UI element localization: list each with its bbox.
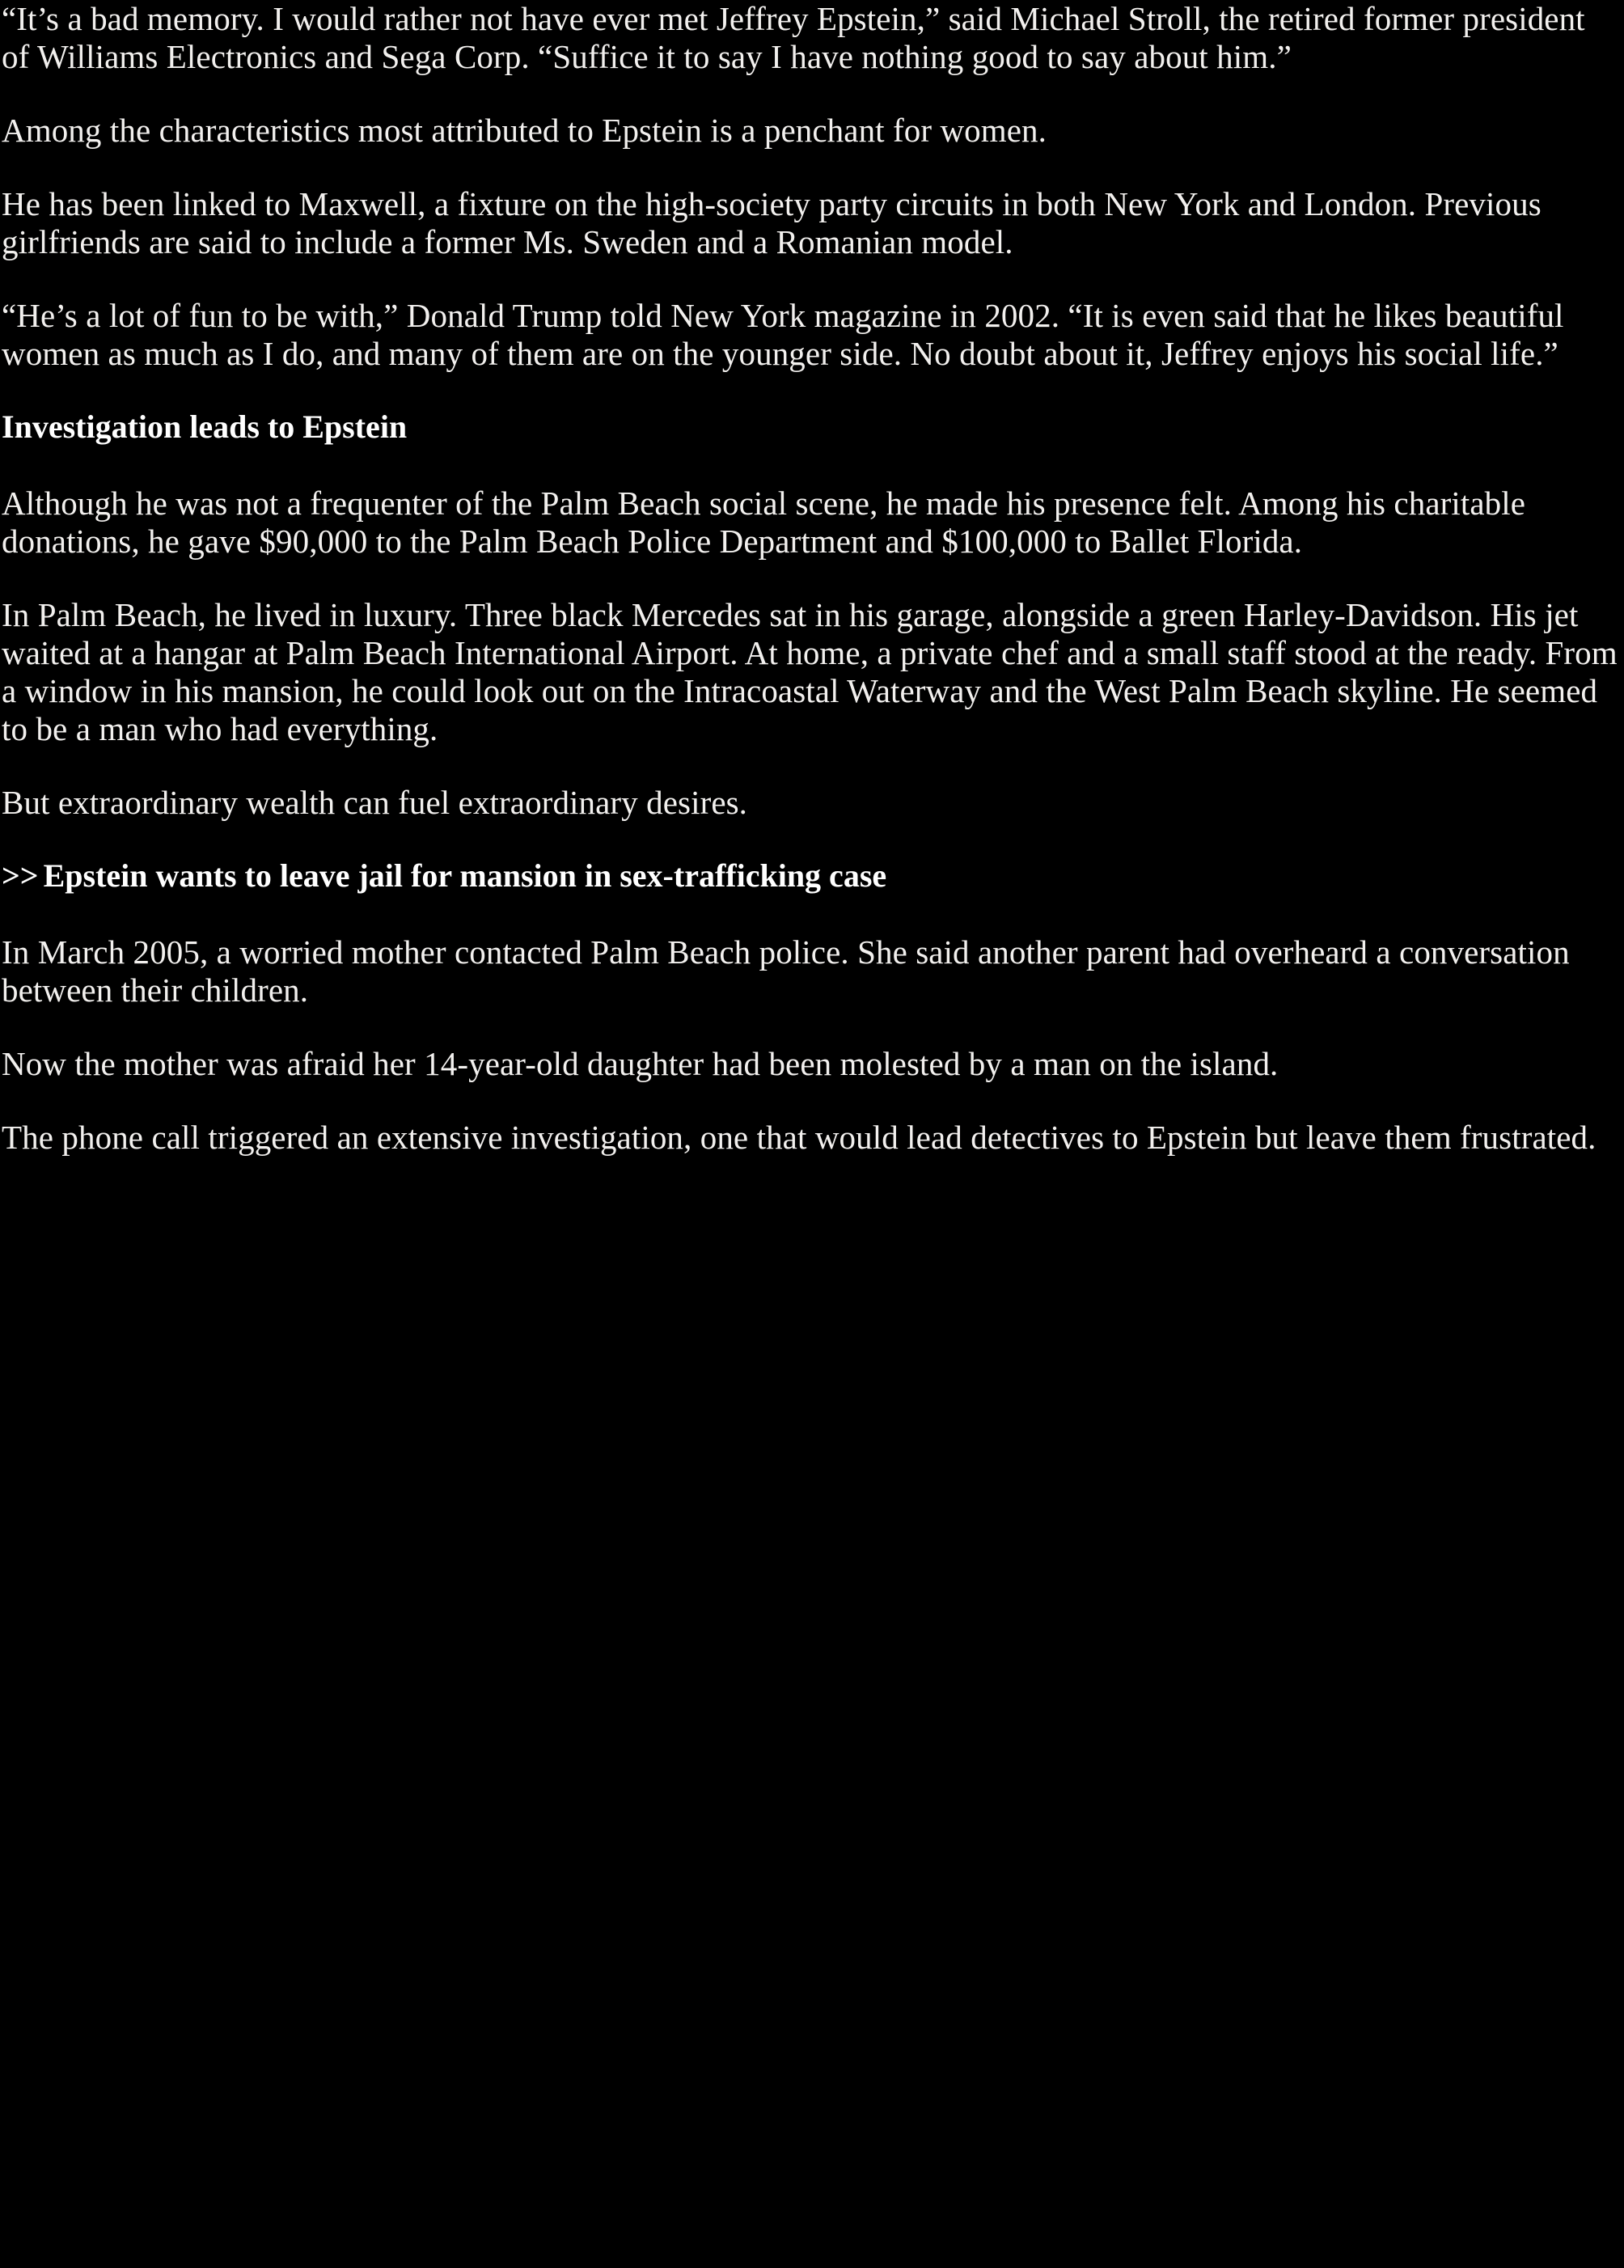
- double-chevron-icon: >>: [2, 857, 39, 894]
- paragraph-wealth-desires: But extraordinary wealth can fuel extraordinary desires.: [2, 783, 748, 821]
- paragraph-mother-afraid: Now the mother was afraid her 14-year-old daughter had been molested by a man on the island.: [2, 1044, 1279, 1082]
- paragraph-stroll-quote: “It’s a bad memory. I would rather not have ever met Jeffrey Epstein,” said Michael Stroll, the retired former president of Williams Electronics and Sega Corp. “Suffice it to say I have nothing good to say about him.”: [2, 0, 1585, 75]
- paragraph-luxury: In Palm Beach, he lived in luxury. Three black Mercedes sat in his garage, alongside a green Harley-Davidson. His jet waited at a hangar at Palm Beach International Airport. At home, a private chef and a small staff stood at the ready. From a window in his mansion, he could look out on the Intracoastal Waterway and the West Palm Beach skyline. He seemed to be a man who had everything.: [2, 595, 1618, 747]
- related-link-epstein-jail[interactable]: [2, 857, 1624, 895]
- paragraph-trump-quote: “He’s a lot of fun to be with,” Donald Trump told New York magazine in 2002. “It is even said that he likes beautiful women as much as I do, and many of them are on the younger side. No doubt about it, Jeffrey enjoys his social life.”: [2, 296, 1564, 372]
- paragraph-donations: Although he was not a frequenter of the Palm Beach social scene, he made his presence felt. Among his charitable donations, he gave $90,000 to the Palm Beach Police Department and $100,000 to Ballet Florida.: [2, 484, 1526, 560]
- paragraph-phone-call: The phone call triggered an extensive investigation, one that would lead detectives to Epstein but leave them frustrated.: [2, 1118, 1597, 1156]
- subhead-investigation: Investigation leads to Epstein: [2, 408, 408, 445]
- related-link-text[interactable]: Epstein wants to leave jail for mansion in sex-trafficking case: [43, 857, 887, 894]
- paragraph-march-2005: In March 2005, a worried mother contacted Palm Beach police. She said another parent had overheard a conversation between their children.: [2, 933, 1570, 1009]
- paragraph-maxwell: He has been linked to Maxwell, a fixture on the high-society party circuits in both New York and London. Previous girlfriends are said to include a former Ms. Sweden and a Romanian model.: [2, 184, 1542, 260]
- paragraph-characteristics: Among the characteristics most attributed to Epstein is a penchant for women.: [2, 111, 1047, 149]
